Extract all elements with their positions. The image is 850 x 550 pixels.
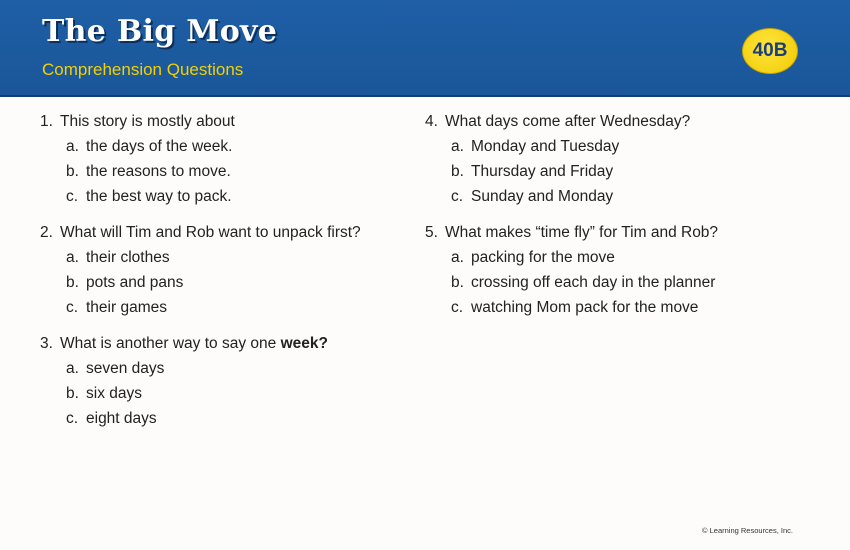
question-text — [40, 220, 361, 245]
question-2 — [40, 220, 361, 320]
question-number: 5. — [425, 224, 438, 241]
answer-option — [40, 134, 361, 159]
answer-text: six days — [86, 385, 142, 402]
question-3 — [40, 331, 361, 431]
answer-option — [40, 270, 361, 295]
answer-option — [425, 270, 718, 295]
question-prompt: What is another way to say one — [60, 335, 281, 352]
answer-letter: b. — [451, 163, 464, 180]
question-1 — [40, 109, 361, 209]
question-text — [425, 109, 718, 134]
answer-option — [40, 159, 361, 184]
answer-text: Monday and Tuesday — [471, 138, 620, 155]
question-text — [40, 331, 361, 356]
answer-letter: b. — [66, 385, 79, 402]
answer-text: the best way to pack. — [86, 188, 232, 205]
answer-text: their games — [86, 299, 167, 316]
card-header — [0, 0, 850, 97]
answer-text: eight days — [86, 410, 157, 427]
answer-option — [40, 356, 361, 381]
answer-text: pots and pans — [86, 274, 184, 291]
question-5 — [425, 220, 718, 320]
answer-letter: b. — [451, 274, 464, 291]
question-prompt: What days come after Wednesday? — [445, 113, 691, 130]
left-column — [40, 109, 361, 442]
question-number: 4. — [425, 113, 438, 130]
question-text — [40, 109, 361, 134]
answer-option — [40, 184, 361, 209]
answer-letter: a. — [66, 360, 79, 377]
card-number-badge: 40B — [742, 28, 798, 74]
answer-text: the days of the week. — [86, 138, 233, 155]
answer-letter: c. — [66, 188, 79, 205]
answer-option — [425, 245, 718, 270]
question-number: 2. — [40, 224, 53, 241]
answer-option — [40, 381, 361, 406]
answer-letter: a. — [451, 138, 464, 155]
answer-option — [425, 134, 718, 159]
answer-letter: a. — [66, 249, 79, 266]
answer-letter: c. — [451, 299, 464, 316]
answer-option — [40, 245, 361, 270]
answer-option — [40, 295, 361, 320]
question-number: 1. — [40, 113, 53, 130]
answer-text: the reasons to move. — [86, 163, 231, 180]
card-title: The Big Move — [42, 14, 278, 49]
answer-option — [425, 184, 718, 209]
answer-text: seven days — [86, 360, 165, 377]
question-prompt: What makes “time fly” for Tim and Rob? — [445, 224, 719, 241]
question-prompt: What will Tim and Rob want to unpack first? — [60, 224, 361, 241]
answer-letter: c. — [451, 188, 464, 205]
question-emphasis: week? — [280, 335, 328, 352]
question-number: 3. — [40, 335, 53, 352]
answer-letter: b. — [66, 274, 79, 291]
question-prompt: This story is mostly about — [60, 113, 235, 130]
answer-text: Thursday and Friday — [471, 163, 614, 180]
question-text — [425, 220, 718, 245]
answer-option — [425, 159, 718, 184]
answer-letter: c. — [66, 410, 79, 427]
answer-letter: c. — [66, 299, 79, 316]
answer-letter: a. — [66, 138, 79, 155]
answer-letter: a. — [451, 249, 464, 266]
card-subtitle: Comprehension Questions — [42, 60, 244, 79]
answer-option — [40, 406, 361, 431]
answer-text: their clothes — [86, 249, 170, 266]
answer-letter: b. — [66, 163, 79, 180]
answer-text: crossing off each day in the planner — [471, 274, 716, 291]
question-4 — [425, 109, 718, 209]
copyright-notice: © Learning Resources, Inc. — [702, 526, 793, 535]
answer-option — [425, 295, 718, 320]
answer-text: watching Mom pack for the move — [471, 299, 699, 316]
answer-text: packing for the move — [471, 249, 615, 266]
answer-text: Sunday and Monday — [471, 188, 614, 205]
right-column — [425, 109, 718, 331]
